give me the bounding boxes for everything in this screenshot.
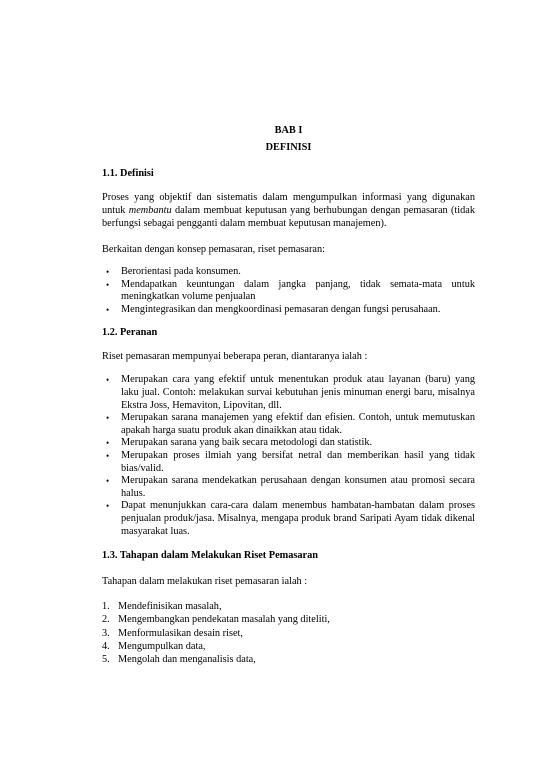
list-item-text: Mengembangkan pendekatan masalah yang diteliti, <box>118 614 330 626</box>
list-item-text: Mendapatkan keuntungan dalam jangka panjang, tidak semata-mata untuk meningkatkan volume penjualan <box>121 278 475 303</box>
document-body <box>102 124 475 666</box>
bullet-icon: • <box>106 304 110 315</box>
chapter-title: DEFINISI <box>265 142 312 153</box>
list-item-text: Merupakan sarana mendekatkan perusahaan dengan konsumen atau promosi secara halus. <box>121 475 475 499</box>
concept-bullet-list <box>102 266 475 316</box>
list-item-text: Berorientasi pada konsumen. <box>121 266 241 277</box>
list-item-number: 2. <box>102 614 110 626</box>
list-item <box>106 475 475 500</box>
list-item-text: Dapat menunjukkan cara-cara dalam menembus hambatan-hambatan dalam proses penjualan produk/jasa. Misalnya, mengapa produk brand Saripati Ayam tidak dikenal masyarakat luas. <box>121 500 475 537</box>
bullet-icon: • <box>106 279 110 290</box>
bullet-icon: • <box>106 476 110 487</box>
list-item-text: Merupakan cara yang efektif untuk menentukan produk atau layanan (baru) yang laku jual. Contoh: melakukan survai kebutuhan jenis minuman energi baru, misalnya Ekstra Joss, Hemaviton, Lipovitan, dll. <box>121 374 475 411</box>
list-item <box>102 653 475 666</box>
list-item <box>106 266 475 279</box>
role-bullet-list <box>102 374 475 538</box>
section-heading-definisi: 1.1. Definisi <box>102 168 154 179</box>
section-heading-tahapan: 1.3. Tahapan dalam Melakukan Riset Pemasaran <box>102 550 318 562</box>
list-item-text: Mengintegrasikan dan mengkoordinasi pemasaran dengan fungsi perusahaan. <box>121 303 441 315</box>
list-item-number: 5. <box>102 653 110 665</box>
bullet-icon: • <box>106 501 110 512</box>
bullet-icon: • <box>106 413 110 424</box>
concept-paragraph: Berkaitan dengan konsep pemasaran, riset pemasaran: <box>102 244 326 255</box>
list-item <box>106 374 475 412</box>
list-item <box>102 613 475 626</box>
definition-text-b: dalam membuat keputusan yang berhubungan dengan pemasaran (tidak berfungsi sebagai pengganti dalam membuat keputusan manajemen). <box>102 205 475 229</box>
list-item <box>106 500 475 538</box>
bullet-icon: • <box>106 267 110 277</box>
list-item <box>106 278 475 304</box>
list-item-number: 3. <box>102 627 110 639</box>
bullet-icon: • <box>106 438 110 449</box>
list-item <box>106 449 475 475</box>
list-item-text: Mengumpulkan data, <box>118 640 206 652</box>
definition-text-a: Proses yang objektif dan sistematis dalam mengumpulkan informasi yang digunakan untuk <box>102 192 475 216</box>
steps-paragraph: Tahapan dalam melakukan riset pemasaran ialah : <box>102 576 308 588</box>
definition-paragraph <box>102 191 475 230</box>
bullet-icon: • <box>106 375 110 386</box>
list-item <box>102 627 475 640</box>
definition-emphasis: membantu <box>128 205 172 216</box>
list-item-number: 4. <box>102 640 110 652</box>
list-item-text: Merupakan proses ilmiah yang bersifat netral dan memberikan hasil yang tidak bias/valid. <box>121 449 475 474</box>
list-item-text: Mengolah dan menganalisis data, <box>118 653 256 665</box>
list-item <box>102 600 475 613</box>
role-paragraph: Riset pemasaran mempunyai beberapa peran, diantaranya ialah : <box>102 351 368 363</box>
section-heading-peranan: 1.2. Peranan <box>102 327 158 339</box>
steps-numbered-list <box>102 600 475 666</box>
list-item <box>106 303 475 317</box>
list-item-number: 1. <box>102 601 110 613</box>
list-item-text: Menformulasikan desain riset, <box>118 627 243 639</box>
list-item <box>106 412 475 437</box>
list-item-text: Merupakan sarana yang baik secara metodologi dan statistik. <box>121 437 373 449</box>
list-item <box>106 437 475 450</box>
chapter-label: BAB I <box>274 125 303 136</box>
list-item-text: Mendefinisikan masalah, <box>118 601 222 613</box>
list-item-text: Merupakan sarana manajemen yang efektif dan efisien. Contoh, untuk memutuskan apakah harga suatu produk akan dinaikkan atau tidak. <box>121 412 475 436</box>
list-item <box>102 640 475 653</box>
bullet-icon: • <box>106 450 110 461</box>
